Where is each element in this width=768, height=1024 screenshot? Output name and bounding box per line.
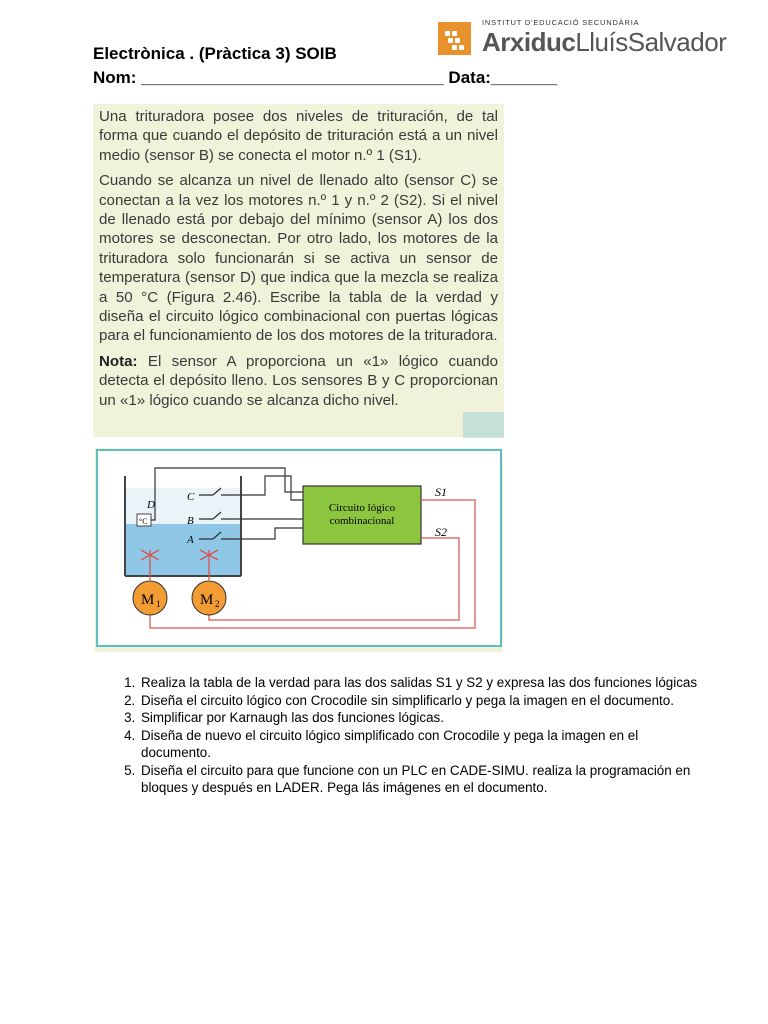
motor-1-sub: 1 <box>156 599 161 609</box>
task-list <box>110 674 709 797</box>
task-item: 3. Simplificar por Karnaugh las dos funciones lógicas. <box>139 709 709 727</box>
highlight-mark <box>463 412 504 438</box>
problem-statement <box>93 104 504 437</box>
problem-paragraph-2: Cuando se alcanza un nivel de llenado alto (sensor C) se conectan a la vez los motores n.º 1 y n.º 2 (S2). Si el nivel de llenado está por debajo del mínimo (sensor A) los dos motores se desconectan. Por otro lado, los motores de la trituradora solo funcionarán si se activa un sensor de temperatura (sensor D) que indica que la mezcla se realiza a 50 °C (Figura 2.46). Escribe la tabla de la verdad y diseña el circuito lógico combinacional con puertas lógicas para el funcionamiento de los dos motores de la trituradora. <box>99 172 498 345</box>
document-title: Electrònica . (Pràctica 3) SOIB <box>93 44 337 63</box>
temp-label: °C <box>139 517 148 526</box>
sensor-a-label: A <box>187 534 194 546</box>
name-date-line: Nom: ________________________________ Data:_______ <box>93 68 558 87</box>
task-item: 2. Diseña el circuito lógico con Crocodile sin simplificarlo y pega la imagen en el documento. <box>139 692 709 710</box>
circuit-figure <box>95 448 503 652</box>
sensor-d-label: D <box>147 499 155 511</box>
logo-name: ArxiducLluísSalvador <box>482 27 727 57</box>
block-label-1: Circuito lógico <box>328 502 396 514</box>
sensor-b-label: B <box>187 515 194 527</box>
sensor-c-label: C <box>187 491 195 503</box>
motor-1-label: M <box>141 592 155 608</box>
problem-note: Nota: El sensor A proporciona un «1» lógico cuando detecta el depósito lleno. Los sensores B y C proporcionan un «1» lógico cuando se alcanza dicho nivel. <box>99 352 498 409</box>
task-item: 1. Realiza la tabla de la verdad para las dos salidas S1 y S2 y expresa las dos funciones lógicas <box>139 674 709 692</box>
motor-2-sub: 2 <box>215 599 220 609</box>
problem-paragraph-1: Una trituradora posee dos niveles de trituración, de tal forma que cuando el depósito de trituración está a un nivel medio (sensor B) se conecta el motor n.º 1 (S1). <box>99 108 498 164</box>
output-s2-label: S2 <box>435 525 447 539</box>
circuit-diagram <box>95 448 503 652</box>
motor-2-label: M <box>200 592 214 608</box>
task-item: 4. Diseña de nuevo el circuito lógico simplificado con Crocodile y pega la imagen en el documento. <box>139 727 709 762</box>
logo-mark-icon <box>438 22 471 55</box>
school-logo <box>438 18 738 60</box>
block-label-2: combinacional <box>329 515 395 527</box>
output-s1-label: S1 <box>435 485 447 499</box>
task-item: 5. Diseña el circuito para que funcione con un PLC en CADE-SIMU. realiza la programación en bloques y después en LADER. Pega lás imágenes en el documento. <box>139 762 709 797</box>
logo-subtitle: INSTITUT D'EDUCACIÓ SECUNDÀRIA <box>482 18 640 27</box>
